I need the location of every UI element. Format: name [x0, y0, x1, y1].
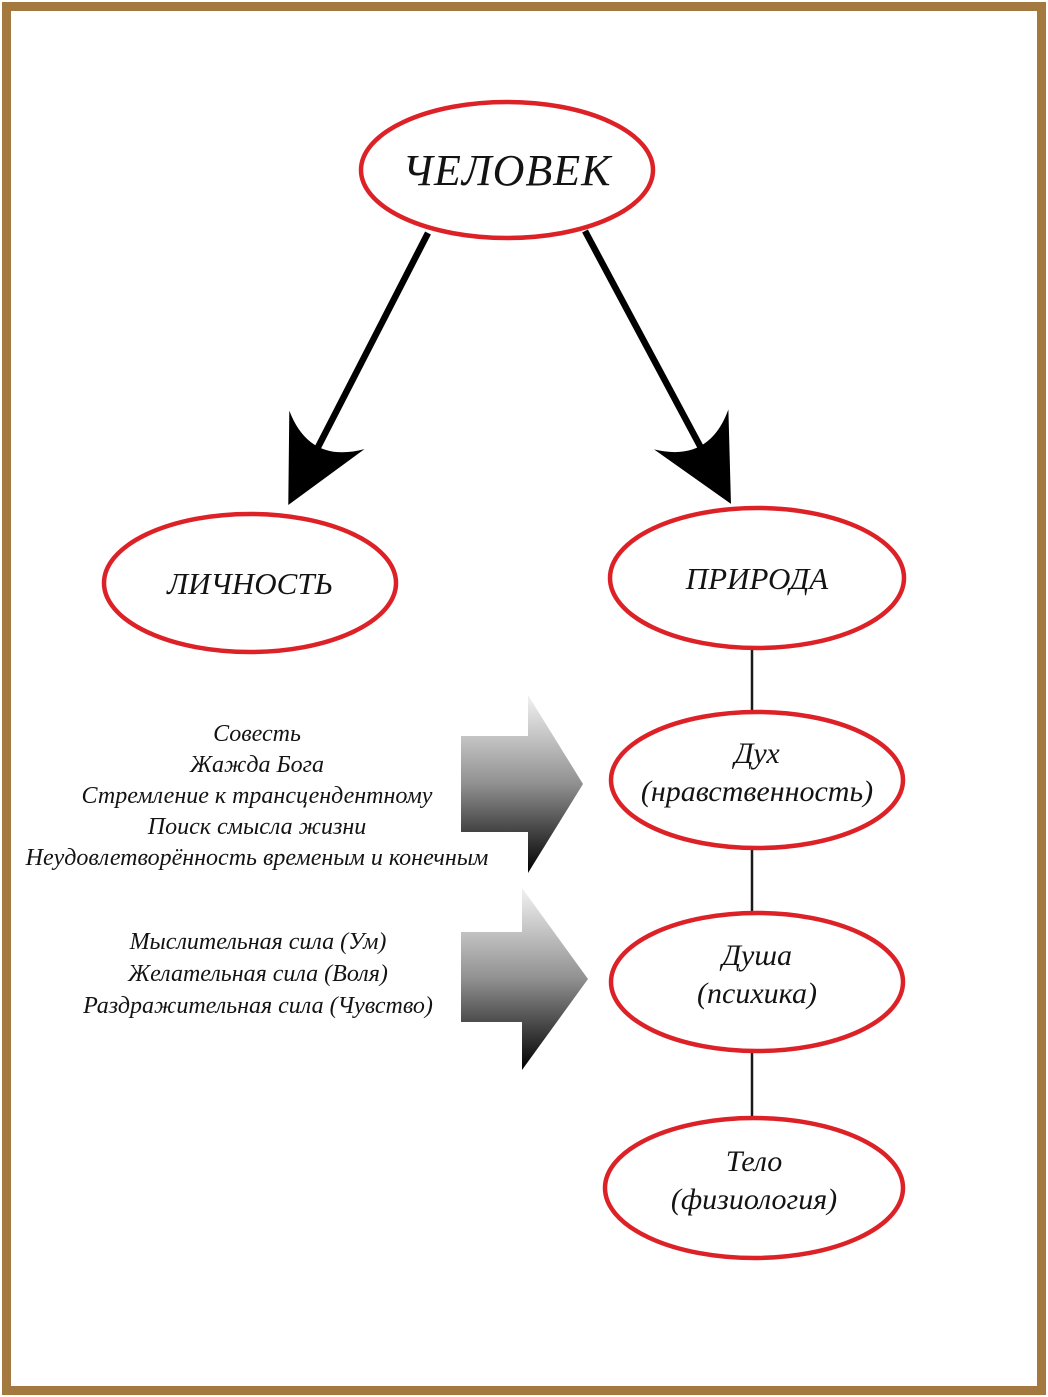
personality-traits-list: [25, 721, 489, 871]
node-body: [605, 1118, 903, 1258]
trait-line: Неудовлетворённость временым и конечным: [25, 845, 489, 871]
node-spirit-sublabel: (нравственность): [640, 775, 874, 808]
node-soul-sublabel: (психика): [697, 977, 817, 1010]
node-body-label: Тело: [725, 1145, 783, 1178]
node-soul-label: Душа: [721, 939, 793, 972]
node-personality-label: ЛИЧНОСТЬ: [167, 566, 333, 601]
node-human-label: ЧЕЛОВЕК: [402, 146, 612, 195]
power-line: Желательная сила (Воля): [128, 961, 388, 987]
node-human: [361, 102, 653, 238]
arrow-human-to-personality: [296, 233, 428, 490]
soul-powers-list: [82, 929, 433, 1019]
trait-line: Стремление к трансцендентному: [81, 783, 433, 809]
node-spirit: [611, 712, 903, 848]
power-line: Раздражительная сила (Чувство): [83, 993, 433, 1019]
power-line: Мыслительная сила (Ум): [129, 929, 387, 955]
trait-line: Совесть: [213, 721, 301, 747]
node-spirit-label: Дух: [734, 737, 780, 770]
node-personality: [104, 514, 396, 652]
node-nature: [610, 508, 904, 648]
trait-line: Жажда Бога: [190, 752, 324, 778]
arrow-human-to-nature: [585, 231, 723, 489]
node-nature-label: ПРИРОДА: [685, 561, 829, 596]
node-soul: [611, 913, 903, 1051]
trait-line: Поиск смысла жизни: [147, 814, 367, 840]
gradient-arrow-powers-to-soul: [461, 888, 588, 1070]
node-body-sublabel: (физиология): [670, 1183, 838, 1216]
